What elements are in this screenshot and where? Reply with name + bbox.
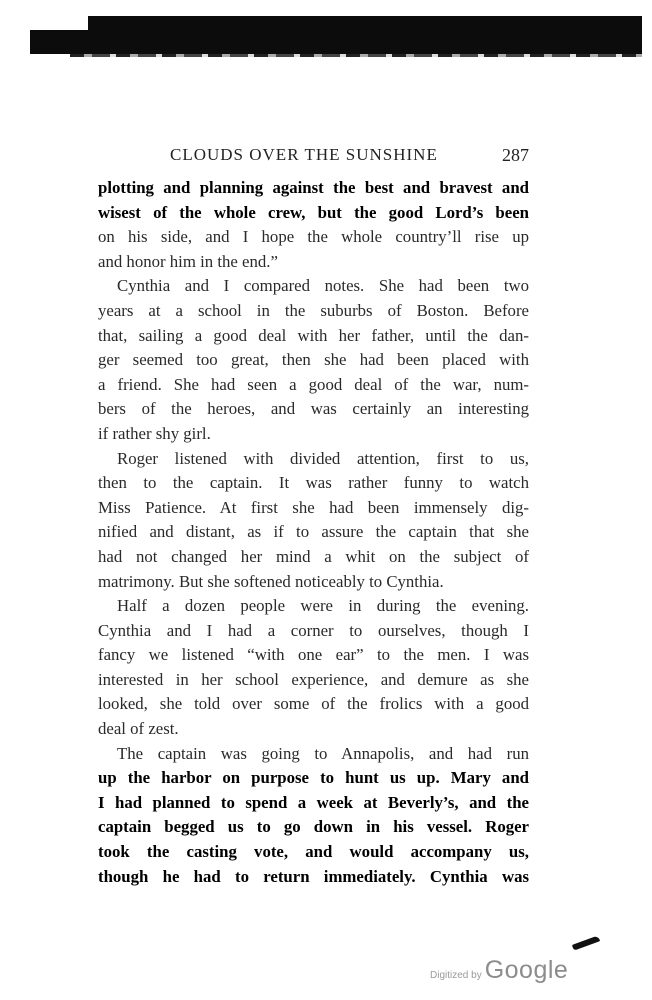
text-line: had not changed her mind a whit on the subject of <box>98 546 529 566</box>
text-line: that, sailing a good deal with her father, until the dan- <box>98 325 529 345</box>
text-line: nified and distant, as if to assure the captain that she <box>98 522 529 542</box>
text-line: and honor him in the end.” <box>98 251 278 271</box>
text-line: though he had to return immediately. Cynthia was <box>98 866 529 886</box>
text-line: up the harbor on purpose to hunt us up. Mary and <box>98 768 529 788</box>
text-line: Cynthia and I compared notes. She had been two <box>117 276 529 296</box>
text-line: interested in her school experience, and demure as she <box>98 669 529 689</box>
text-line: Cynthia and I had a corner to ourselves, though I <box>98 620 529 640</box>
text-line: if rather shy girl. <box>98 423 211 443</box>
text-line: deal of zest. <box>98 719 179 739</box>
text-line: a friend. She had seen a good deal of the war, num- <box>98 374 529 394</box>
running-head <box>98 145 529 167</box>
running-title: CLOUDS OVER THE SUNSHINE <box>170 145 438 164</box>
text-line: years at a school in the suburbs of Boston. Before <box>98 300 529 320</box>
text-line: plotting and planning against the best and bravest and <box>98 178 529 197</box>
text-line: Miss Patience. At first she had been immensely dig- <box>98 497 529 517</box>
text-line: looked, she told over some of the frolics with a good <box>98 694 529 714</box>
text-line: captain begged us to go down in his vessel. Roger <box>98 817 529 837</box>
text-line: ger seemed too great, then she had been placed with <box>98 350 529 370</box>
digitized-by-google <box>430 956 568 985</box>
text-line: Half a dozen people were in during the evening. <box>117 596 529 616</box>
digitized-by-label: Digitized by <box>430 970 482 981</box>
text-line: bers of the heroes, and was certainly an interesting <box>98 399 529 419</box>
text-line: The captain was going to Annapolis, and had run <box>117 743 529 763</box>
ink-smudge <box>572 935 600 950</box>
text-line: fancy we listened “with one ear” to the men. I was <box>98 645 529 665</box>
google-logo: Google <box>484 956 569 984</box>
text-line: matrimony. But she softened noticeably to Cynthia. <box>98 571 444 591</box>
text-line: on his side, and I hope the whole country’ll rise up <box>98 227 529 247</box>
text-line: took the casting vote, and would accompany us, <box>98 842 529 862</box>
page-number: 287 <box>502 145 529 165</box>
scan-edge-streak <box>70 54 642 57</box>
text-line: wisest of the whole crew, but the good Lord’s been <box>98 202 529 222</box>
text-line: Roger listened with divided attention, first to us, <box>117 448 529 468</box>
scan-edge-bar <box>30 16 642 54</box>
body-text <box>98 176 529 889</box>
text-line: I had planned to spend a week at Beverly’s, and the <box>98 792 529 812</box>
text-line: then to the captain. It was rather funny to watch <box>98 473 529 493</box>
scan-edge-notch <box>30 16 88 30</box>
